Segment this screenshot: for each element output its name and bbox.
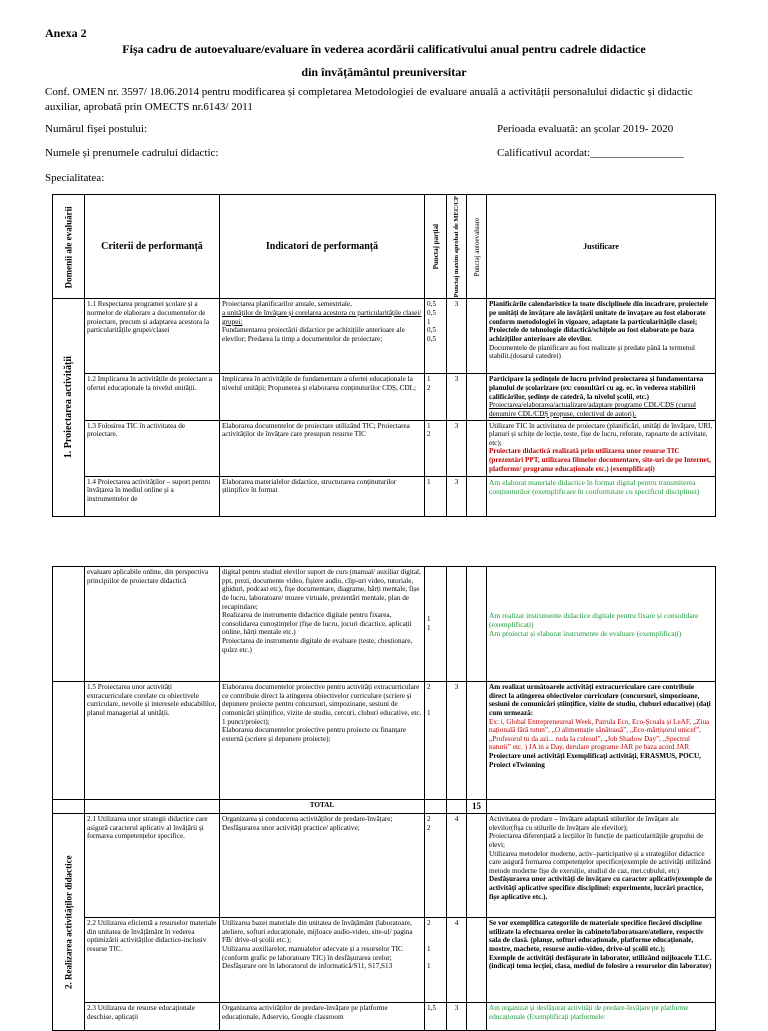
- table-row: [53, 299, 716, 374]
- justification-text: Utilizarea metodelor moderne, activ–participative și a strategiilor didactice care asigură formarea competențelor specifice(exemple de activități utilizând metode moderne fișe de exersiție, studiul de caz, met.cubului, etc): [489, 849, 711, 875]
- partial-score: 0,5 0,5 1 0,5 0,5: [425, 299, 447, 374]
- criteria-cell: [85, 800, 220, 814]
- self-score[interactable]: [467, 814, 487, 918]
- indicators-cell: [220, 918, 425, 1003]
- annex-label: Anexa 2: [45, 26, 87, 40]
- specialty-label: Specialitatea:: [45, 172, 105, 184]
- domain-cell: [53, 800, 85, 814]
- table-header-row: [53, 195, 716, 299]
- table-row: [53, 814, 716, 918]
- max-score: [447, 800, 467, 814]
- col-domain-header: Domenii ale evaluării: [53, 195, 85, 299]
- justification-text: Documentele de planificare au fost realizate și predate până la termenul stabilit.(dosarul catedrei): [489, 343, 695, 361]
- indicator-text: Elaborarea documentelor proiective pentru activități extracurriculare ce contribuie direct la atingerea obiectivelor curriculare (scriere și depunere proiecte pentru concursuri, simpozioane, sesiuni de comunicări științifice, vizite de studiu, cercuri, cluburi educative, etc. 1 punct/proiect);: [222, 683, 422, 726]
- criteria-cell: evaluare aplicabile online, din perspectiva principiilor de proiectare didactică: [85, 567, 220, 682]
- max-score: 3: [447, 682, 467, 800]
- indicator-text: Proiectarea planificarilor anuale, semestriale,: [222, 300, 352, 309]
- justification-cell: Am organizat și desfășurat activități de predare-învățare pe platforme educaționale (Exemplificați platformele:: [487, 1003, 716, 1031]
- partial-score: 2 1: [425, 682, 447, 800]
- table-row: [53, 918, 716, 1003]
- justification-cell: [487, 814, 716, 918]
- justification-text: Proiectele de tehnologie didactică/schițele au fost elaborate pe baza achizițiilor anterioare ale elevilor.: [489, 326, 695, 343]
- criteria-cell: 2.3 Utilizarea de resurse educaționale deschise, aplicații: [85, 1003, 220, 1031]
- evaluation-table-part2: [52, 566, 716, 1031]
- justification-text: Se vor exemplifica categoriile de materiale specifice fiecărei discipline utilizate la efectuarea orelor în cabinete/laboratoare/ateliere, respectiv sala de clasă. (planșe, softuri educaționale, platforme educaționale, mostre, machete, resurse audio-video, drive-ul școlii etc.);: [489, 919, 704, 953]
- max-score: [447, 567, 467, 682]
- max-score: 3: [447, 476, 467, 516]
- col-justification-header: Justificare: [487, 195, 716, 299]
- criteria-cell: 1.3 Folosirea TIC în activitatea de proiectare.: [85, 420, 220, 476]
- criteria-cell: 1.2 Implicarea în activitățile de proiectare a ofertei educaționale la nivelul unității.: [85, 374, 220, 420]
- indicators-cell: Implicarea în activitățile de fundamentare a ofertei educaționale la nivelul unității; Propunerea și elaborarea conținuturilor CDȘ, CDL;: [220, 374, 425, 420]
- max-score: 3: [447, 374, 467, 420]
- table-row: [53, 682, 716, 800]
- indicator-text: Realizarea de instrumente didactice digitale pentru fixarea, consolidarea cunoștințelor (fișe de lucru, jocuri dicactice, aplicații online, hărți mentale etc.): [222, 611, 412, 637]
- partial-score: 2 2: [425, 814, 447, 918]
- evaluated-period: Perioada evaluată: an școlar 2019- 2020: [497, 123, 674, 135]
- max-score: 3: [447, 420, 467, 476]
- col-self-header: Punctaj autoevaluare: [467, 195, 487, 299]
- col-indicators-header: Indicatori de performanță: [220, 195, 425, 299]
- total-label: TOTAL: [220, 800, 425, 814]
- justification-text: Participare la ședințele de lucru privind proiectarea și fundamentarea planului de școlarizare (ex: consultări cu ag. ec. în vederea stabilirii calificărilor, ședințe de catedră, la nivelul școlii, etc.): [489, 375, 704, 401]
- indicator-text: a unităților de învățare și corelarea acestora cu particularitățile clasei/ grupei;: [222, 309, 422, 326]
- justification-cell: [487, 682, 716, 800]
- justification-cell: [487, 420, 716, 476]
- table-row: [53, 567, 716, 682]
- col-criteria-header: Criterii de performanță: [85, 195, 220, 299]
- partial-score: 2 1 1: [425, 918, 447, 1003]
- total-value: 15: [467, 800, 487, 814]
- indicators-cell: Elaborarea documentelor de proiectare utilizând TIC; Proiectarea activităților de învățare care presupun resurse TIC: [220, 420, 425, 476]
- justification-text: Proiectarea/elaborarea/actualizare/adaptare programe CDL/CDȘ (cursul denumire CDL/CDȘ propuse, colectivul de autori).: [489, 401, 696, 418]
- indicator-text: Utilizarea bazei materiale din unitatea de învățământ (laboratoare, ateliere, softuri educaționale, mijloace audio-video, site-ul/ pagina FB/ drive-ul școlii etc.);: [222, 919, 413, 945]
- criteria-cell: 1.5 Proiectarea unor activități extracurriculare corelate cu obiectivele curriculare, nevoile și interesele educabililor, planul managerial al unității.: [85, 682, 220, 800]
- table-row: [53, 1003, 716, 1031]
- justification-text: Am proiectat și elaborat instrumente de evaluare (exemplificați): [489, 628, 682, 638]
- form-title-line1: Fișa cadru de autoevaluare/evaluare în vederea acordării calificativului anual pentru cadrele didactice: [122, 42, 646, 56]
- table-row: [53, 476, 716, 516]
- justification-text: Proiectarea diferențiată a lecțiilor în funcție de particularitățile grupului de elevi;: [489, 832, 704, 849]
- partial-score: 1 1: [425, 567, 447, 682]
- indicators-cell: [220, 682, 425, 800]
- post-number-label: Numărul fișei postului:: [45, 123, 148, 135]
- justification-cell: [487, 299, 716, 374]
- domain-design: 1. Proiectarea activității: [53, 299, 85, 516]
- indicators-cell: Elaborarea materialelor didactice, structurarea conținuturilor științifice în format: [220, 476, 425, 516]
- self-score[interactable]: [467, 567, 487, 682]
- indicators-cell: [220, 814, 425, 918]
- justification-text: Exemple de activități desfășurate în laborator, utilizând mijloacele T.I.C. (indicați tema lecției, clasa, mediul de folosire a resurselor din laborator): [489, 953, 712, 971]
- indicator-text: Desfășurarea unor activități practice/ aplicative;: [222, 823, 360, 832]
- justification-text: Activitatea de predare – învățare adaptată stilurilor de învățare ale elevilor(fișa cu stilurile de învățare ale elevilor);: [489, 815, 679, 832]
- domain-cell: [53, 682, 85, 800]
- self-score[interactable]: [467, 374, 487, 420]
- col-partial-header: Punctaj parțial: [425, 195, 447, 299]
- justification-text: Proiectare didactică realizată prin utilizarea unor resurse TIC (prezentări PPT, utilizarea filmelor documentare, site-uri de pe Internet, platforme/ programe educaționale etc.) (exemplificați): [489, 447, 711, 473]
- justification-cell: [487, 567, 716, 682]
- self-score[interactable]: [467, 1003, 487, 1031]
- teacher-name-label: Numele și prenumele cadrului didactic:: [45, 147, 219, 159]
- max-score: 3: [447, 299, 467, 374]
- form-title-line2: din învățământul preuniversitar: [301, 65, 467, 79]
- indicator-text: Utilizarea auxiliarelor, manualelor adecvate și a resurselor TIC (conform grafic pe laboratoare TIC) în desfășurarea orelor;: [222, 944, 403, 962]
- indicator-text: Proiectarea de instrumente digitale de evaluare (teste, chestionare, quizz etc.): [222, 637, 413, 654]
- indicators-cell: [220, 299, 425, 374]
- justification-cell: Am elaborat materiale didactice în format digital pentru transmiterea conținuturilor (exemplificare în conformitate cu specificul disciplinei): [487, 476, 716, 516]
- justification-text: Proiectare unei activități Exemplificați activități, ERASMUS, POCU, Proiect eTwinning: [489, 752, 701, 769]
- qualification-label: Calificativul acordat:_________________: [497, 147, 684, 159]
- partial-score: 1,5: [425, 1003, 447, 1031]
- col-max-header: Punctaj maxim aprobat de MEC/CP: [447, 195, 467, 299]
- justification-cell: [487, 800, 716, 814]
- indicator-text: Elaborarea documentelor proiective pentru proiecte cu finanțare externă (scriere și depunere proiecte);: [222, 726, 406, 743]
- max-score: 3: [447, 1003, 467, 1031]
- indicators-cell: [220, 567, 425, 682]
- partial-score: 1: [425, 476, 447, 516]
- criteria-cell: 1.4 Proiectarea activităților – suport pentru învățarea în mediul online și a instrumentelor de: [85, 476, 220, 516]
- self-score[interactable]: [467, 918, 487, 1003]
- indicator-text: digital pentru studiul elevilor suport de curs (manual/ auxiliar digital, ppt, prezi, documente video, fișiere audio, clip-uri video, tutoriale, ghiduri, podcast etc), fișe documentare, diagrame, hărți mentale, fișe de lucru, laboratoare/ muzee virtuale, prezentări mentale, plan de recapitulare;: [222, 568, 421, 611]
- indicator-text: Fundamentarea proiectării didactice pe achizițiile anterioare ale elevilor; Predarea la timp a documentelor de proiectare;: [222, 326, 405, 343]
- self-score[interactable]: [467, 299, 487, 374]
- justification-cell: [487, 374, 716, 420]
- domain-teaching: 2. Realizarea activităților didactice: [53, 814, 85, 1031]
- table-row: [53, 420, 716, 476]
- domain-cell: [53, 567, 85, 682]
- partial-score: 1 2: [425, 420, 447, 476]
- indicator-text: Organizarea și conducerea activităților de predare-învățare;: [222, 815, 393, 823]
- justification-text: Ex: i, Global Entrepreneureal Week, Patrula Eco, Eco-Școala și LeAF, „Ziua națională fără tutun”, „O alimentație sănătoasă”, „Eco-mărțișorul unicef”, „Profesorul tu da azi... ruda la culesul”, „Job Shadow Day”, „Spectrul naturii” etc. ) JA in a Day, derulare programe JAR pe baza acord JAR: [489, 717, 710, 752]
- self-score[interactable]: [467, 476, 487, 516]
- partial-score: [425, 800, 447, 814]
- justification-cell: [487, 918, 716, 1003]
- justification-text: Planificările calendaristice la toate disciplinele din încadrare, proiectele pe unități de învățare ale învățării unitate de învațare au fost elaborate conform metodologiei în vigoare, adaptate la particularitățile clasei;: [489, 300, 708, 326]
- indicators-cell: Organizarea activităților de predare-învățare pe platforme educaționale, Adservio, Google classroom: [220, 1003, 425, 1031]
- max-score: 4: [447, 918, 467, 1003]
- justification-text: Am realizat instrumente didactice digitale pentru fixare și consolidare (exemplificați): [489, 610, 699, 629]
- indicator-text: Desfășurare ore în laboratorul de informatică/S11, S17,S13: [222, 962, 393, 971]
- criteria-cell: 2.2 Utilizarea eficientă a resurselor materiale din unitatea de învățământ în vederea optimizării activităților didactice-inclusiv resurse TIC.: [85, 918, 220, 1003]
- max-score: 4: [447, 814, 467, 918]
- total-row: [53, 800, 716, 814]
- justification-text: Am realizat următoarele activități extracurriculare care contribuie direct la atingerea obiectivelor curriculare (concursuri, simpozioane, sesiuni de comunicări științifice, vizite de studiu, cluburi educative) (daţi cum urmează:: [489, 683, 711, 717]
- legal-reference: Conf. OMEN nr. 3597/ 18.06.2014 pentru modificarea și completarea Metodologiei de evaluare anuală a activității personalului didactic și didactic auxiliar, aprobată prin OMECTS nr.6143/ 2011: [45, 86, 693, 113]
- justification-text: Desfășurarea unor activități de învățare cu caracter aplicativ(exemple de activități aplicative specifice disciplinei: experimente, lucrări practice, fișe aplicative etc.).: [489, 875, 713, 901]
- self-score[interactable]: [467, 682, 487, 800]
- evaluation-table-part1: [52, 194, 716, 517]
- partial-score: 1 2: [425, 374, 447, 420]
- self-score[interactable]: [467, 420, 487, 476]
- justification-text: Utilizare TIC în activitatea de proiectare (planificări, unități de învățare, URI, planuri și schițe de lecție, teste, fișe de lucru, referate, rapoarte de activitate, etc);: [489, 421, 713, 447]
- table-row: [53, 374, 716, 420]
- criteria-cell: 1.1 Respectarea programei școlare și a normelor de elaborare a documentelor de proiectare, precum și adaptarea acestora la particularitățile grupei/clasei: [85, 299, 220, 374]
- criteria-cell: 2.1 Utilizarea unor strategii didactice care asigură caracterul aplicativ al învățării și formarea competențelor specifice.: [85, 814, 220, 918]
